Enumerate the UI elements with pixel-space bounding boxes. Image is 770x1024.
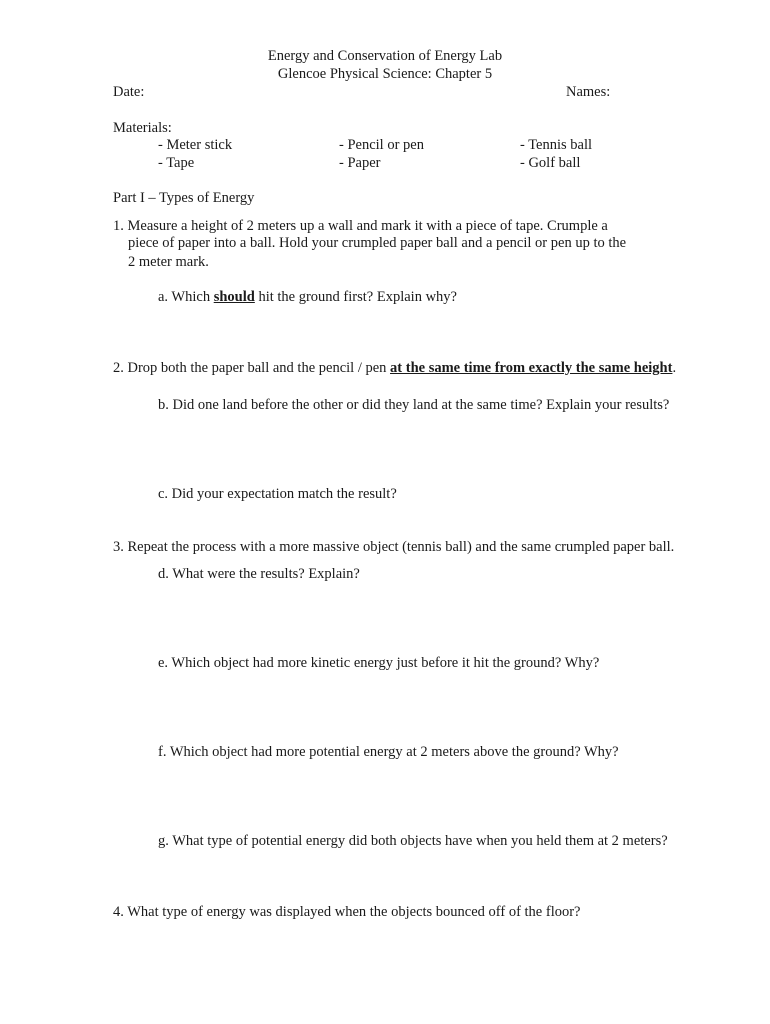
question-c: c. Did your expectation match the result? — [158, 486, 397, 502]
materials-label: Materials: — [113, 120, 172, 136]
question-a — [158, 288, 457, 306]
material-item: - Meter stick — [158, 137, 233, 153]
section-heading: Part I – Types of Energy — [113, 190, 255, 206]
material-item: - Golf ball — [520, 155, 581, 171]
question-g: g. What type of potential energy did both objects have when you held them at 2 meters? — [158, 833, 668, 849]
question-2-text: . — [672, 360, 677, 376]
material-item: - Paper — [339, 155, 381, 171]
document-title: Energy and Conservation of Energy Lab — [267, 48, 503, 64]
question-1-line: piece of paper into a ball. Hold your crumpled paper ball and a pencil or pen up to the — [128, 235, 627, 251]
date-label: Date: — [113, 84, 145, 100]
question-2-emphasis: at the same time from exactly the same height — [390, 360, 673, 376]
question-b: b. Did one land before the other or did they land at the same time? Explain your results? — [158, 397, 670, 413]
question-2-text: 2. Drop both the paper ball and the pencil / pen — [113, 360, 391, 376]
question-f: f. Which object had more potential energy at 2 meters above the ground? Why? — [158, 744, 619, 760]
material-item: - Tennis ball — [520, 137, 593, 153]
question-1-line: 2 meter mark. — [128, 254, 209, 270]
question-2 — [113, 359, 676, 377]
question-a-emphasis: should — [213, 289, 255, 305]
question-a-text: a. Which — [158, 289, 214, 305]
question-a-text: hit the ground first? Explain why? — [254, 289, 457, 305]
question-d: d. What were the results? Explain? — [158, 566, 360, 582]
material-item: - Tape — [158, 155, 195, 171]
document-subtitle: Glencoe Physical Science: Chapter 5 — [277, 66, 493, 82]
question-e: e. Which object had more kinetic energy just before it hit the ground? Why? — [158, 655, 600, 671]
names-label: Names: — [566, 84, 611, 100]
material-item: - Pencil or pen — [339, 137, 424, 153]
question-1-line: 1. Measure a height of 2 meters up a wall and mark it with a piece of tape. Crumple a — [113, 218, 608, 234]
question-3: 3. Repeat the process with a more massive object (tennis ball) and the same crumpled paper ball. — [113, 539, 675, 555]
question-4: 4. What type of energy was displayed when the objects bounced off of the floor? — [113, 904, 581, 920]
